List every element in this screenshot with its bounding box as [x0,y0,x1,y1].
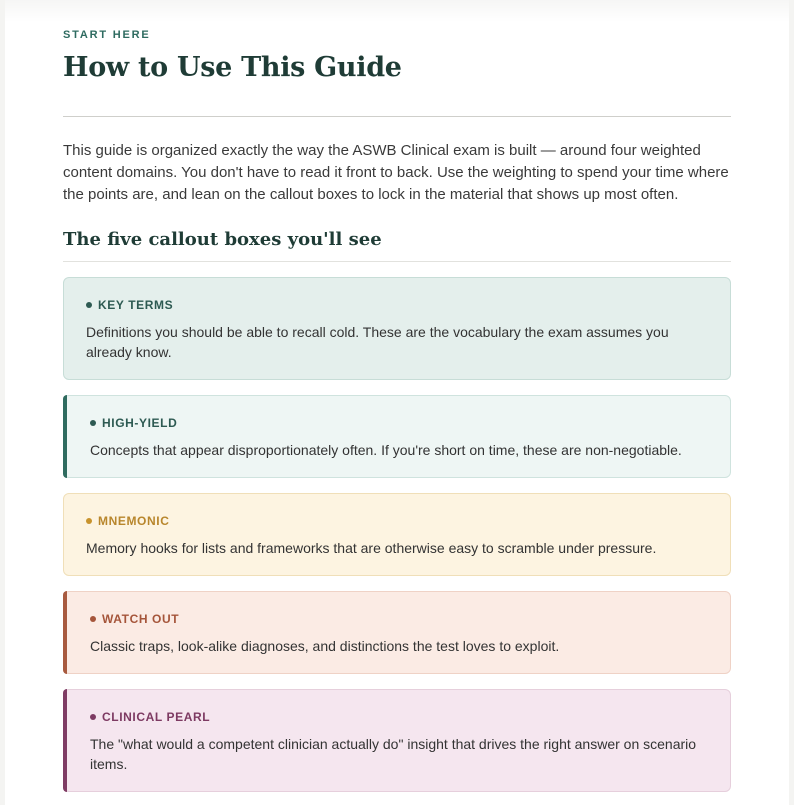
page-title: How to Use This Guide [63,52,402,83]
callout-body: Memory hooks for lists and frameworks that are otherwise easy to scramble under pressure. [86,540,657,556]
title-divider [63,116,731,117]
bullet-dot-icon [86,518,92,524]
bullet-dot-icon [86,302,92,308]
callout-label: WATCH OUT [102,612,180,626]
accent-bar [63,395,67,478]
callout-body: Concepts that appear disproportionately often. If you're short on time, these are non-negotiable. [90,442,682,458]
callout-body: The "what would a competent clinician actually do" insight that drives the right answer on scenario items. [90,736,697,772]
callout-clinical-pearl [63,689,731,792]
callout-mnemonic [63,493,731,576]
callout-label-row [90,612,708,626]
bullet-dot-icon [90,714,96,720]
callout-body: Definitions you should be able to recall cold. These are the vocabulary the exam assumes you already know. [86,324,669,360]
eyebrow-label: START HERE [63,29,151,41]
section-divider [63,261,731,262]
callout-label: HIGH-YIELD [102,416,178,430]
bullet-dot-icon [90,616,96,622]
callout-label-row [86,298,708,312]
callout-label-row [90,710,708,724]
callout-label: KEY TERMS [98,298,174,312]
callout-high-yield [63,395,731,478]
section-heading: The five callout boxes you'll see [63,229,382,250]
callout-label: MNEMONIC [98,514,170,528]
top-bar [5,0,789,22]
callout-key-terms [63,277,731,380]
accent-bar [63,689,67,792]
callout-watch-out [63,591,731,674]
accent-bar [63,591,67,674]
callout-label-row [86,514,708,528]
callout-label-row [90,416,708,430]
callout-label: CLINICAL PEARL [102,710,211,724]
callout-body: Classic traps, look-alike diagnoses, and distinctions the test loves to exploit. [90,638,560,654]
intro-paragraph: This guide is organized exactly the way the ASWB Clinical exam is built — around four weighted content domains. You don't have to read it front to back. Use the weighting to spend your time where the points are, and lean on the callout boxes to lock in the material that shows up most often. [63,142,729,203]
guide-page [5,0,789,805]
bullet-dot-icon [90,420,96,426]
